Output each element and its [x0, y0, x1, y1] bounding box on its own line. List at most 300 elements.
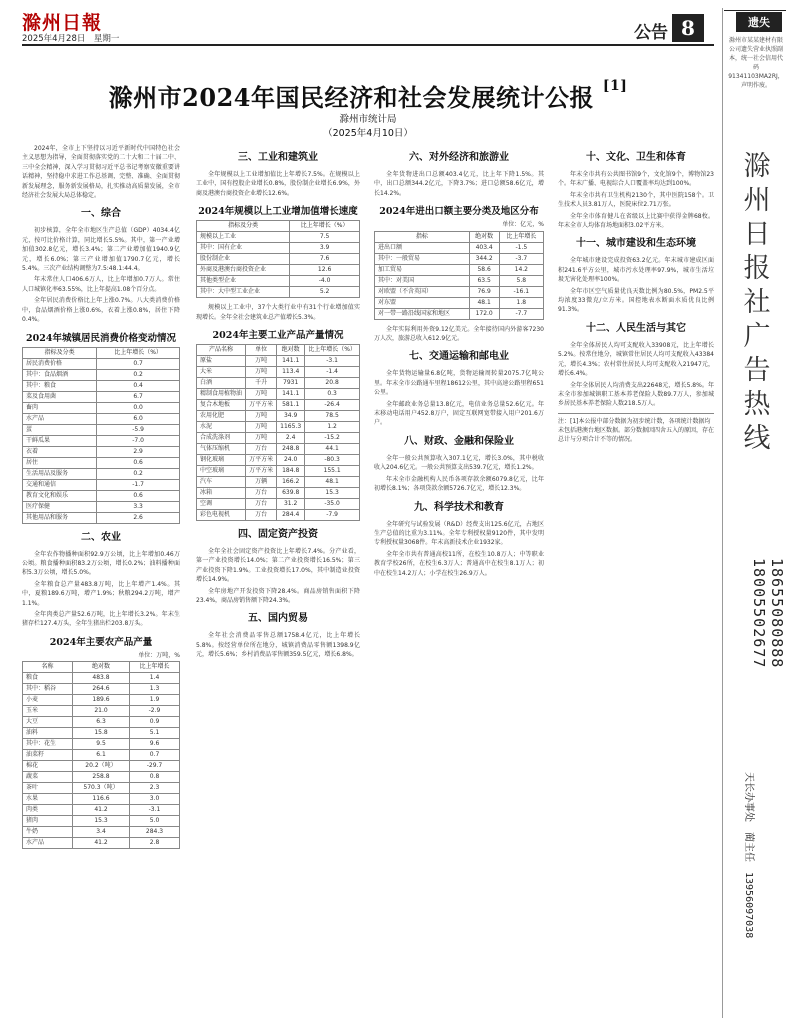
table-row — [197, 466, 360, 477]
industry-table-title: 2024年规模以上工业增加值增长速度 — [198, 206, 358, 218]
table-row — [23, 684, 180, 695]
table-cell: 加工贸易 — [375, 264, 470, 275]
paragraph-finance: 年末全市金融机构人民币各项存款余额6079.8亿元，比年初增长8.1%；各项贷款余额5726.7亿元，增长12.3%。 — [374, 475, 544, 493]
table-row — [23, 728, 180, 739]
table-cell: 玉米 — [23, 706, 73, 717]
table-cell: 万辆 — [246, 477, 277, 488]
table-cell: 对欧盟（不含英国） — [375, 286, 470, 297]
table-cell: 7.6 — [290, 254, 360, 265]
table-row — [197, 356, 360, 367]
table-cell: 9.6 — [129, 739, 179, 750]
table-cell: 对东盟 — [375, 297, 470, 308]
table-header: 比上年增长 — [129, 662, 179, 673]
table-cell: 639.8 — [277, 488, 305, 499]
table-header: 单位 — [246, 345, 277, 356]
section-name: 公告 — [634, 23, 668, 43]
table-cell: -35.0 — [305, 499, 360, 510]
table-cell: 畜肉 — [23, 402, 97, 413]
table-cell: 2.4 — [277, 433, 305, 444]
table-cell: 0.9 — [129, 717, 179, 728]
section-heading-6: 六、对外经济和旅游业 — [409, 152, 509, 163]
table-header: 名称 — [23, 662, 73, 673]
paragraph-retail: 全年社会消费品零售总额1758.4亿元，比上年增长5.8%。按经营单位所在地分，城镇消费品零售额1398.9亿元，增长5.6%；乡村消费品零售额359.5亿元，增长6.8%。 — [196, 632, 360, 659]
table-cell: 外商及港澳台商投资企业 — [197, 265, 290, 276]
table-row — [197, 254, 360, 265]
table-cell: 其中：对美国 — [375, 275, 470, 286]
table-cell: 万台 — [246, 444, 277, 455]
section-heading-4: 四、固定资产投资 — [238, 529, 318, 541]
table-cell: 1.9 — [129, 695, 179, 706]
table-row — [375, 286, 544, 297]
table-cell: 其他类型企业 — [197, 276, 290, 287]
table-cell: 1165.3 — [277, 422, 305, 433]
lost-notice-tag: 遗失 — [736, 12, 782, 32]
table-cell: -7.0 — [97, 435, 180, 446]
table-cell: 34.9 — [277, 411, 305, 422]
table-cell: 万吨 — [246, 433, 277, 444]
masthead — [22, 8, 712, 44]
table-header: 绝对数 — [73, 662, 130, 673]
table-row — [197, 287, 360, 298]
table-cell: 2.8 — [129, 838, 179, 849]
table-cell: 其中：稻谷 — [23, 684, 73, 695]
table-cell: 粮食 — [23, 673, 73, 684]
table-cell: 2.6 — [97, 512, 180, 523]
table-cell: 白酒 — [197, 378, 246, 389]
table-cell: 15.3 — [305, 488, 360, 499]
paragraph-culture: 年末全市共有公共图书馆9个，文化馆9个，博物馆23个。年末广播、电视综合人口覆盖率均达到100%。 — [558, 171, 714, 188]
table-cell: 教育文化和娱乐 — [23, 490, 97, 501]
hotline-phone-2: 18005502677 — [750, 558, 768, 669]
page-number: 8 — [672, 14, 704, 42]
farm-table-title: 2024年主要农产品产量 — [49, 636, 153, 648]
trade-table — [374, 231, 544, 320]
table-row — [23, 816, 180, 827]
table-cell: -15.2 — [305, 433, 360, 444]
table-cell: 蔬菜 — [23, 772, 73, 783]
table-row — [23, 501, 180, 512]
paragraph-social-security: 全年全体居民人均消费支出22648元，增长5.8%。年末全市参加城镇职工基本养老保险人数89.7万人，参加城乡居民基本养老保险人数218.5万人。 — [558, 381, 714, 408]
cpi-table — [22, 347, 180, 524]
table-row — [23, 457, 180, 468]
table-cell: 万吨 — [246, 356, 277, 367]
paragraph-fiscal: 全年一般公共预算收入307.1亿元，增长3.0%，其中税收收入204.6亿元。一般公共预算支出539.7亿元，增长1.2%。 — [374, 454, 544, 472]
products-table-body — [197, 356, 360, 521]
table-cell: 0.6 — [97, 490, 180, 501]
table-row — [197, 499, 360, 510]
table-cell: 蛋 — [23, 424, 97, 435]
table-cell: 483.8 — [73, 673, 130, 684]
paragraph-grain: 全年粮食总产量483.8万吨，比上年增产1.4%。其中，夏粮189.6万吨，增产1.9%；秋粮294.2万吨，增产1.1%。 — [22, 580, 180, 607]
table-cell: 3.4 — [73, 827, 130, 838]
table-cell: -7.9 — [305, 510, 360, 521]
table-cell: 15.3 — [73, 816, 130, 827]
ad-hotline-title: 滁州日报社广告热线 — [743, 151, 771, 454]
table-cell: 万台 — [246, 510, 277, 521]
table-cell: 肉类 — [23, 805, 73, 816]
table-cell: 原盐 — [197, 356, 246, 367]
paragraph-telecom: 全年邮政业务总量13.8亿元，电信业务总量52.6亿元。年末移动电话用户452.8万户，固定互联网宽带接入用户201.6万户。 — [374, 400, 544, 427]
table-row — [197, 400, 360, 411]
table-row — [197, 488, 360, 499]
table-cell: 20.2（吨） — [73, 761, 130, 772]
table-cell: 3.3 — [97, 501, 180, 512]
table-cell: 15.8 — [73, 728, 130, 739]
table-cell: 248.8 — [277, 444, 305, 455]
table-cell: -1.5 — [499, 242, 543, 253]
section-heading-10: 十、文化、卫生和体育 — [586, 152, 686, 163]
paragraph-population: 年末常住人口406.6万人，比上年增加0.7万人。常住人口城镇化率63.55%，比上年提高1.08个百分点。 — [22, 276, 180, 293]
table-cell: -7.7 — [499, 308, 543, 319]
table-header: 绝对数 — [469, 231, 499, 242]
table-cell: 0.0 — [97, 402, 180, 413]
paragraph-health: 年末全市共有卫生机构2130个，其中医院158个。卫生技术人员3.81万人，医院床位2.71万张。 — [558, 191, 714, 209]
table-cell: 干鲜瓜果 — [23, 435, 97, 446]
office-contact: 天长办事处 蔺主任 13956097038 — [743, 772, 754, 939]
table-cell: 403.4 — [469, 242, 499, 253]
hotline-phone-1: 18655080888 — [768, 558, 786, 669]
table-cell: -2.9 — [129, 706, 179, 717]
table-cell: 20.8 — [305, 378, 360, 389]
table-cell: 复合木地板 — [197, 400, 246, 411]
table-row — [197, 232, 360, 243]
table-cell: 油菜籽 — [23, 750, 73, 761]
table-cell: 5.1 — [129, 728, 179, 739]
article-title-text: 滁州市2024年国民经济和社会发展统计公报 — [108, 83, 594, 112]
table-cell: 6.0 — [97, 413, 180, 424]
footnote-mark: [1] — [602, 78, 628, 94]
table-row — [23, 446, 180, 457]
table-header: 指标及分类 — [197, 221, 290, 232]
table-cell: 570.3（吨） — [73, 783, 130, 794]
table-row — [197, 389, 360, 400]
table-cell: 63.5 — [469, 275, 499, 286]
table-cell: -1.7 — [97, 479, 180, 490]
table-cell: 76.9 — [469, 286, 499, 297]
table-row — [23, 750, 180, 761]
paragraph-income: 全年全体居民人均可支配收入33908元，比上年增长5.2%。按常住地分，城镇常住居民人均可支配收入43384元，增长4.3%；农村常住居民人均可支配收入21947元，增长6.4%。 — [558, 341, 714, 378]
table-row — [23, 827, 180, 838]
table-row — [23, 413, 180, 424]
paragraph-industry-sectors: 规模以上工业中，37个大类行业中有31个行业增加值实现增长。全年全社会建筑业总产值增长5.3%。 — [196, 304, 360, 321]
table-cell: 进出口额 — [375, 242, 470, 253]
table-header: 绝对数 — [277, 345, 305, 356]
table-cell: 1.4 — [129, 673, 179, 684]
table-cell: 大豆 — [23, 717, 73, 728]
article-byline — [22, 113, 714, 141]
table-cell: 41.2 — [73, 805, 130, 816]
table-row — [197, 455, 360, 466]
cpi-table-title: 2024年城镇居民消费价格变动情况 — [26, 332, 176, 344]
paragraph-sown-area: 全年农作物播种面积92.9万公顷，比上年增加0.46万公顷。粮食播种面积83.2万公顷，增长0.2%；油料播种面积5.3万公顷，增长5.0%。 — [22, 550, 180, 577]
article-date: （2025年4月10日） — [323, 128, 413, 139]
table-cell: 冰箱 — [197, 488, 246, 499]
table-row — [375, 308, 544, 319]
paragraph-transport: 全年货物运输量6.8亿吨，货物运输周转量2075.7亿吨公里。年末全市公路通车里程18612公里，其中高速公路里程651公里。 — [374, 370, 544, 397]
table-row — [23, 358, 180, 369]
table-cell: 7931 — [277, 378, 305, 389]
table-header: 比上年增长（%） — [290, 221, 360, 232]
table-cell: 141.1 — [277, 389, 305, 400]
newspaper-logo: 滁州日報 — [22, 12, 103, 34]
paragraph-sports: 全年全市体育健儿在省级以上比赛中获得金牌68枚。年末全市人均体育场地面积3.02平方米。 — [558, 212, 714, 230]
article-issuer: 滁州市统计局 — [339, 114, 397, 125]
table-cell: 规模以上工业 — [197, 232, 290, 243]
table-cell: 2.9 — [97, 446, 180, 457]
table-cell: 284.3 — [129, 827, 179, 838]
table-cell: 184.8 — [277, 466, 305, 477]
table-row — [23, 512, 180, 523]
table-row — [23, 706, 180, 717]
table-row — [23, 772, 180, 783]
table-row — [375, 297, 544, 308]
table-row — [197, 378, 360, 389]
table-cell: -4.0 — [290, 276, 360, 287]
table-cell: 5.0 — [129, 816, 179, 827]
column-3 — [374, 144, 544, 1019]
section-heading-11: 十一、城市建设和生态环境 — [576, 238, 696, 250]
table-cell: 21.0 — [73, 706, 130, 717]
table-row — [197, 477, 360, 488]
table-row — [197, 510, 360, 521]
table-cell: 0.6 — [97, 457, 180, 468]
table-cell: 水产品 — [23, 838, 73, 849]
table-cell: 6.1 — [73, 750, 130, 761]
table-header: 指标及分类 — [23, 347, 97, 358]
table-row — [23, 739, 180, 750]
table-cell: 2.3 — [129, 783, 179, 794]
table-row — [23, 369, 180, 380]
table-cell: 113.4 — [277, 367, 305, 378]
table-header: 产品名称 — [197, 345, 246, 356]
table-cell: 万吨 — [246, 411, 277, 422]
section-heading-8: 八、财政、金融和保险业 — [404, 435, 514, 447]
table-row — [197, 276, 360, 287]
table-row — [23, 479, 180, 490]
table-cell: -3.7 — [499, 253, 543, 264]
table-cell: 其中：粮食 — [23, 380, 97, 391]
table-header: 比上年增长 — [499, 231, 543, 242]
table-cell: 大米 — [197, 367, 246, 378]
table-cell: -5.9 — [97, 424, 180, 435]
section-heading-5: 五、国内贸易 — [248, 613, 308, 625]
trade-table-title: 2024年进出口额主要分类及地区分布 — [379, 206, 539, 218]
table-cell: 12.6 — [290, 265, 360, 276]
table-cell: 牛奶 — [23, 827, 73, 838]
table-row — [23, 380, 180, 391]
trade-table-unit: 单位：亿元，% — [502, 221, 544, 229]
table-cell: 0.2 — [97, 468, 180, 479]
table-cell: 气体压缩机 — [197, 444, 246, 455]
table-cell: 9.5 — [73, 739, 130, 750]
table-cell: 万吨 — [246, 367, 277, 378]
table-row — [23, 391, 180, 402]
table-row — [23, 435, 180, 446]
table-cell: 0.4 — [97, 380, 180, 391]
table-row — [375, 275, 544, 286]
table-row — [23, 402, 180, 413]
table-cell: 万吨 — [246, 389, 277, 400]
table-cell: 汽车 — [197, 477, 246, 488]
farm-table-unit: 单位：万吨，% — [138, 651, 180, 659]
table-row — [23, 424, 180, 435]
table-cell: 农用化肥 — [197, 411, 246, 422]
table-cell: 0.3 — [305, 389, 360, 400]
table-cell: 0.2 — [97, 369, 180, 380]
table-cell: 医疗保健 — [23, 501, 97, 512]
section-heading-7: 七、交通运输和邮电业 — [409, 351, 509, 363]
table-cell: 3.0 — [129, 794, 179, 805]
sidebar-divider — [722, 8, 723, 1018]
column-1 — [22, 144, 180, 1019]
table-cell: 1.8 — [499, 297, 543, 308]
table-cell: 棉花 — [23, 761, 73, 772]
table-cell: 155.1 — [305, 466, 360, 477]
table-cell: 5.8 — [499, 275, 543, 286]
table-cell: 0.7 — [129, 750, 179, 761]
column-4 — [558, 144, 714, 1019]
table-cell: 其中：大中型工业企业 — [197, 287, 290, 298]
paragraph-foreign-trade: 全年货物进出口总额403.4亿元，比上年下降1.5%。其中，出口总额344.2亿元，下降3.7%；进口总额58.6亿元，增长14.2%。 — [374, 171, 544, 197]
paragraph-gdp: 初步核算，全年全市地区生产总值（GDP）4034.4亿元，按可比价格计算，同比增长5.5%。其中，第一产业增加值302.8亿元，增长3.4%；第二产业增加值1940.9亿元，增长6.0%；第三产业增加值1790.7亿元，增长5.4%。三次产业结构调整为7.5:48.1:44.4。 — [22, 227, 180, 273]
table-row — [23, 783, 180, 794]
table-cell: 284.4 — [277, 510, 305, 521]
table-cell: -3.1 — [305, 356, 360, 367]
products-table — [196, 344, 360, 521]
table-cell: 41.2 — [73, 838, 130, 849]
table-cell: 居民消费价格 — [23, 358, 97, 369]
table-cell: 万台 — [246, 499, 277, 510]
table-cell: -80.3 — [305, 455, 360, 466]
table-cell: 小麦 — [23, 695, 73, 706]
products-table-title: 2024年主要工业产品产量情况 — [212, 330, 344, 342]
paragraph-rnd: 全年研究与试验发展（R&D）经费支出125.6亿元，占地区生产总值的比重为3.11%。全年专利授权量9120件，其中发明专利授权量3068件。年末高新技术企业1932家。 — [374, 520, 544, 547]
table-cell: 菜及食用菌 — [23, 391, 97, 402]
table-row — [375, 264, 544, 275]
table-row — [23, 468, 180, 479]
table-cell: 189.6 — [73, 695, 130, 706]
table-cell: 水果 — [23, 794, 73, 805]
table-cell: 万台 — [246, 488, 277, 499]
table-cell: 7.5 — [290, 232, 360, 243]
table-cell: 万吨 — [246, 422, 277, 433]
table-cell: 空调 — [197, 499, 246, 510]
industry-table-body — [197, 232, 360, 298]
cpi-table-body — [23, 358, 180, 523]
paragraph-urban: 全年城市建设完成投资63.2亿元。年末城市建成区面积241.6平方公里，城市污水处理率97.9%，城市生活垃圾无害化处理率100%。 — [558, 257, 714, 284]
paragraph-livestock: 全年肉类总产量52.6万吨，比上年增长3.2%。年末生猪存栏127.4万头，全年生猪出栏203.8万头。 — [22, 610, 180, 628]
table-row — [23, 695, 180, 706]
table-cell: 258.8 — [73, 772, 130, 783]
table-row — [197, 444, 360, 455]
table-cell: 万平方米 — [246, 466, 277, 477]
table-cell: 6.7 — [97, 391, 180, 402]
table-cell: 万平方米 — [246, 455, 277, 466]
table-cell: 水泥 — [197, 422, 246, 433]
paragraph-cpi: 全年居民消费价格比上年上涨0.7%。八大类消费价格中，食品烟酒价格上涨0.6%，衣着上涨0.8%，居住下降0.4%。 — [22, 297, 180, 324]
table-row — [375, 242, 544, 253]
table-cell: 44.1 — [305, 444, 360, 455]
table-row — [197, 243, 360, 254]
table-cell: 0.7 — [97, 358, 180, 369]
sidebar-top-rule — [724, 10, 786, 11]
table-cell: 5.2 — [290, 287, 360, 298]
table-cell: 中空玻璃 — [197, 466, 246, 477]
lost-notice-text: 滁州市某某建材有限公司遗失营业执照副本，统一社会信用代码91341103MA2RJ，声明作废。 — [728, 37, 784, 89]
table-row — [375, 253, 544, 264]
table-cell: 166.2 — [277, 477, 305, 488]
paragraph-education: 全年全市共有普通高校11所，在校生10.8万人；中等职业教育学校26所，在校生6.3万人；普通高中在校生8.1万人；初中在校生14.2万人；小学在校生26.9万人。 — [374, 550, 544, 577]
table-row — [23, 717, 180, 728]
table-row — [197, 422, 360, 433]
section-heading-1: 一、综合 — [81, 208, 121, 220]
table-row — [23, 490, 180, 501]
table-cell: 1.3 — [129, 684, 179, 695]
intro-paragraph: 2024年，全市上下坚持以习近平新时代中国特色社会主义思想为指导，全面贯彻落实党的二十大和二十届二中、三中全会精神，深入学习贯彻习近平总书记考察安徽重要讲话精神，坚持稳中求进工作总基调，完整、准确、全面贯彻新发展理念，服务新发展格局，扎实推动高质量发展，全市经济社会发展大局总体稳定。 — [22, 145, 180, 200]
table-row — [23, 761, 180, 772]
table-cell: 24.0 — [277, 455, 305, 466]
issue-date: 2025年4月28日 星期一 — [22, 34, 120, 44]
table-cell: -16.1 — [499, 286, 543, 297]
section-heading-12: 十二、人民生活与其它 — [586, 322, 686, 334]
table-cell: 6.3 — [73, 717, 130, 728]
table-cell: 116.6 — [73, 794, 130, 805]
table-cell: 彩色电视机 — [197, 510, 246, 521]
table-row — [197, 411, 360, 422]
section-heading-2: 二、农业 — [81, 531, 121, 543]
table-cell: 精制食用植物油 — [197, 389, 246, 400]
table-cell: 48.1 — [305, 477, 360, 488]
table-cell: 对一带一路沿线国家和地区 — [375, 308, 470, 319]
paragraph-industry: 全年规模以上工业增加值比上年增长7.5%。在规模以上工业中，国有控股企业增长0.8%，股份制企业增长6.9%，外商及港澳台商投资企业增长12.6%。 — [196, 171, 360, 197]
table-cell: 其中：国有企业 — [197, 243, 290, 254]
table-cell: 48.1 — [469, 297, 499, 308]
industry-table — [196, 220, 360, 298]
table-row — [23, 794, 180, 805]
table-cell: 其中：花生 — [23, 739, 73, 750]
table-cell: 141.1 — [277, 356, 305, 367]
table-cell: 猪肉 — [23, 816, 73, 827]
table-cell: 172.0 — [469, 308, 499, 319]
paragraph-real-estate: 全年房地产开发投资下降28.4%。商品房销售面积下降23.4%，商品房销售额下降24.3%。 — [196, 587, 360, 605]
table-row — [197, 265, 360, 276]
column-2 — [196, 144, 360, 1019]
table-cell: 衣着 — [23, 446, 97, 457]
table-row — [197, 367, 360, 378]
paragraph-environment: 全年市区空气质量优良天数比例为80.5%，PM2.5平均浓度33微克/立方米。国控地表水断面水质优良比例91.3%。 — [558, 287, 714, 314]
table-header: 比上年增长（%） — [97, 347, 180, 358]
table-cell: 581.1 — [277, 400, 305, 411]
table-cell: 78.5 — [305, 411, 360, 422]
table-cell: 14.2 — [499, 264, 543, 275]
table-cell: 钢化玻璃 — [197, 455, 246, 466]
table-cell: 股份制企业 — [197, 254, 290, 265]
article-title — [22, 78, 714, 113]
table-cell: 344.2 — [469, 253, 499, 264]
table-cell: 其中：食品烟酒 — [23, 369, 97, 380]
table-cell: 万平方米 — [246, 400, 277, 411]
table-row — [23, 805, 180, 816]
table-cell: 其他用品和服务 — [23, 512, 97, 523]
table-cell: 茶叶 — [23, 783, 73, 794]
table-header: 指标 — [375, 231, 470, 242]
table-cell: 31.2 — [277, 499, 305, 510]
table-cell: 0.8 — [129, 772, 179, 783]
table-row — [23, 838, 180, 849]
table-cell: 生活用品及服务 — [23, 468, 97, 479]
paragraph-tourism: 全年实际利用外资9.12亿美元。全年接待国内外游客7230万人次，旅游总收入612.9亿元。 — [374, 325, 544, 343]
table-cell: -3.1 — [129, 805, 179, 816]
